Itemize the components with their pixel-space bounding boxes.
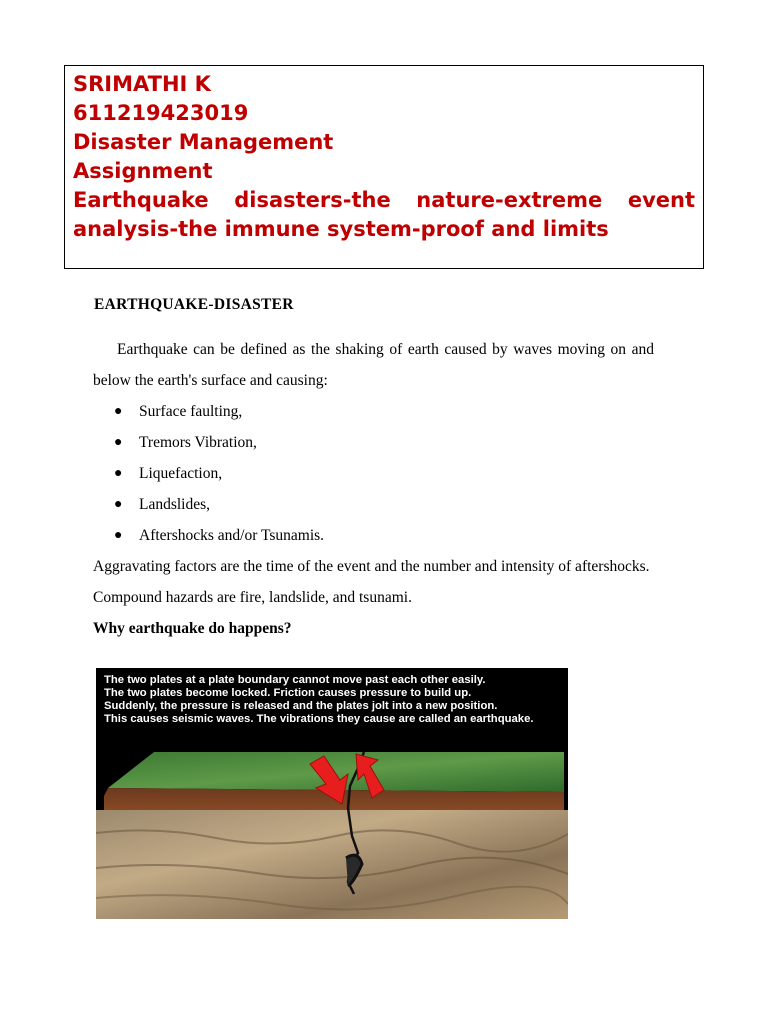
student-name: SRIMATHI K xyxy=(73,72,211,96)
caption-line: The two plates at a plate boundary cannot move past each other easily. xyxy=(104,674,486,686)
aggravating-factors: Aggravating factors are the time of the event and the number and intensity of aftershocks. xyxy=(93,558,650,575)
list-item xyxy=(93,520,654,551)
header-box xyxy=(64,65,704,269)
section-heading: EARTHQUAKE-DISASTER xyxy=(94,296,294,313)
caption-line: Suddenly, the pressure is released and the plates jolt into a new position. xyxy=(104,700,498,712)
caption-line: This causes seismic waves. The vibrations they cause are called an earthquake. xyxy=(104,713,534,725)
list-item xyxy=(93,458,654,489)
why-heading: Why earthquake do happens? xyxy=(93,620,292,637)
bullet-icon: ● xyxy=(114,497,123,512)
intro-paragraph: Earthquake can be defined as the shaking of earth caused by waves moving on and below the earth's surface and causing: xyxy=(93,341,654,389)
list-item-text: Landslides, xyxy=(139,496,211,513)
caption-line: The two plates become locked. Friction causes pressure to build up. xyxy=(104,687,472,699)
student-id: 611219423019 xyxy=(73,101,249,125)
figure-caption xyxy=(104,674,566,726)
list-item-text: Surface faulting, xyxy=(139,403,243,420)
list-item xyxy=(93,396,654,427)
list-item xyxy=(93,489,654,520)
compound-hazards: Compound hazards are fire, landslide, and tsunami. xyxy=(93,589,412,606)
body-text xyxy=(93,334,654,644)
list-item-text: Tremors Vibration, xyxy=(139,434,257,451)
plate-boundary-figure xyxy=(96,668,568,919)
bullet-icon: ● xyxy=(114,466,123,481)
list-item-text: Aftershocks and/or Tsunamis. xyxy=(139,527,325,544)
list-item xyxy=(93,427,654,458)
bullet-icon: ● xyxy=(114,404,123,419)
effects-list xyxy=(93,396,654,551)
bullet-icon: ● xyxy=(114,435,123,450)
list-item-text: Liquefaction, xyxy=(139,465,223,482)
assignment-topic: Earthquake disasters-the nature-extreme event analysis-the immune system-proof and limits xyxy=(73,188,695,241)
bullet-icon: ● xyxy=(114,528,123,543)
document-type: Assignment xyxy=(73,159,213,183)
course-title: Disaster Management xyxy=(73,130,334,154)
